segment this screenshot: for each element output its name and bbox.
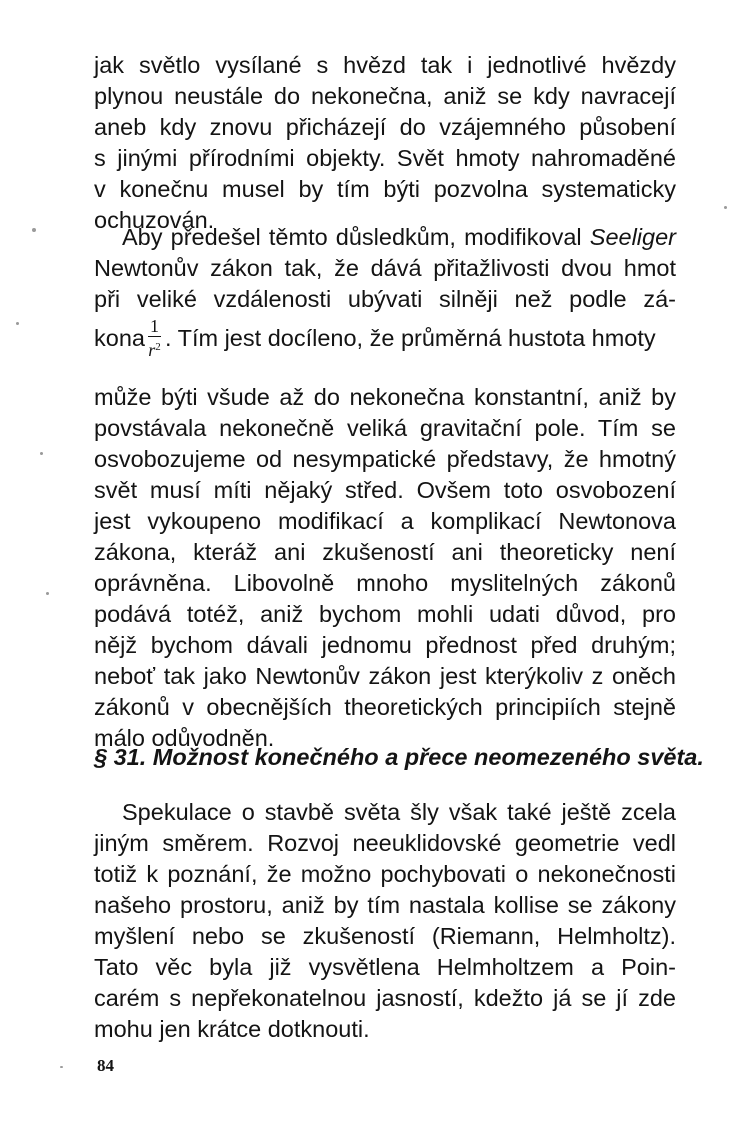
author-name-seeliger: Seeliger	[589, 224, 676, 250]
text-line: jak světlo vysílané s hvězd tak i jednotlivé hvězdy	[94, 52, 676, 78]
paragraph-3	[94, 382, 676, 754]
text-line: Newtonův zákon tak, že dává přitažlivosti dvou hmot	[94, 255, 676, 281]
text-line: málo odůvodněn.	[94, 725, 275, 751]
text-line: v konečnu musel by tím býti pozvolna systematicky	[94, 176, 676, 202]
text-run: Aby předešel těmto důsledkům, modifikoval	[122, 224, 590, 250]
text-line	[94, 222, 676, 253]
text-line: carém s nepřekonatelnou jasností, kdežto já se jí zde	[94, 985, 676, 1011]
text-line: podává totéž, aniž bychom mohli udati důvod, pro	[94, 601, 676, 627]
fraction-denominator	[148, 337, 161, 359]
text-run: kona	[94, 325, 145, 351]
inverse-square-fraction	[148, 317, 161, 359]
text-line: povstávala nekonečně veliká gravitační pole. Tím se	[94, 415, 676, 441]
paper-speck	[46, 592, 49, 595]
paragraph-4	[94, 797, 676, 1045]
paper-speck	[60, 1066, 63, 1068]
text-line: nějž bychom dávali jednomu přednost před druhým;	[94, 632, 676, 658]
text-line: jest vykoupeno modifikací a komplikací Newtonova	[94, 508, 676, 534]
text-line: Spekulace o stavbě světa šly však také ještě zcela	[122, 799, 676, 825]
text-line: osvobozujeme od nesympatické představy, že hmotný	[94, 446, 676, 472]
text-line: neboť tak jako Newtonův zákon jest kterýkoliv z oněch	[94, 663, 676, 689]
text-line: zákona, kteráž ani zkušeností ani theoreticky není	[94, 539, 676, 565]
paragraph-1	[94, 50, 676, 236]
text-line: plynou neustále do nekonečna, aniž se kdy navracejí	[94, 83, 676, 109]
fraction-exponent: 2	[155, 340, 161, 353]
text-line: může býti všude až do nekonečna konstantní, aniž by	[94, 384, 676, 410]
fraction-numerator: 1	[149, 315, 159, 336]
text-line: totiž k poznání, že možno pochybovati o nekonečnosti	[94, 861, 676, 887]
paragraph-2	[94, 222, 676, 361]
text-line: našeho prostoru, aniž by tím nastala kollise se zákony	[94, 892, 676, 918]
text-line: aneb kdy znovu přicházejí do vzájemného působení	[94, 114, 676, 140]
text-line: svět musí míti nějaký střed. Ovšem toto osvobození	[94, 477, 676, 503]
section-heading: § 31. Možnost konečného a přece neomezeného světa.	[94, 744, 704, 770]
formula-line	[94, 315, 676, 361]
page-number: 84	[97, 1056, 114, 1075]
text-line: jiným směrem. Rozvoj neeuklidovské geometrie vedl	[94, 830, 676, 856]
paper-speck	[40, 452, 43, 455]
text-line: zákonů v obecnějších theoretických principiích stejně	[94, 694, 676, 720]
text-line: mohu jen krátce dotknouti.	[94, 1016, 370, 1042]
fraction-variable: r	[148, 339, 156, 360]
text-line: myšlení nebo se zkušeností (Riemann, Helmholtz).	[94, 923, 676, 949]
text-line: při veliké vzdálenosti ubývati silněji než podle zá-	[94, 286, 676, 312]
paper-speck	[32, 228, 36, 232]
text-line: oprávněna. Libovolně mnoho myslitelných zákonů	[94, 570, 676, 596]
text-line: s jinými přírodními objekty. Svět hmoty nahromaděné	[94, 145, 676, 171]
text-line: Tato věc byla již vysvětlena Helmholtzem a Poin-	[94, 954, 676, 980]
paper-speck	[16, 322, 19, 325]
text-run: . Tím jest docíleno, že průměrná hustota hmoty	[164, 325, 656, 351]
text-line: ochuzován.	[94, 207, 215, 233]
paper-speck	[724, 206, 727, 209]
